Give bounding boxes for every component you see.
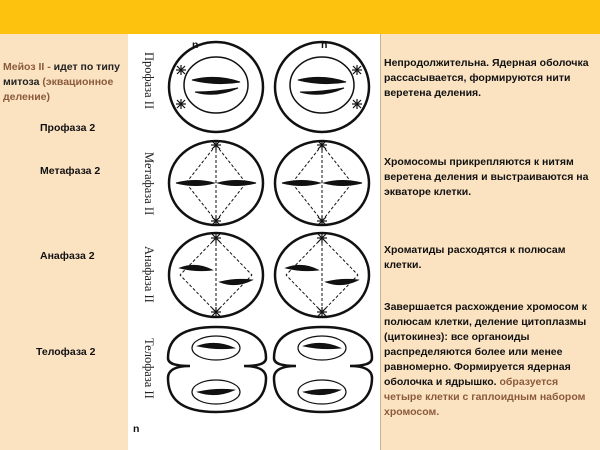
chromosome [180,265,212,270]
row-label-metaphase: Метафаза II [142,152,156,216]
aster [352,65,362,75]
chromosome [298,77,346,83]
desc-telophase [384,300,596,420]
row-label-anaphase: Анафаза II [142,246,156,303]
chromosome [304,343,340,348]
chromosome [218,181,256,186]
row-label-prophase: Профаза II [142,52,156,110]
aster [317,216,327,226]
intro-title: Мейоз II - [3,61,51,73]
chromosome [176,181,214,186]
chromosome [195,88,238,94]
stage-telophase: Телофаза 2 [36,346,96,358]
aster [317,307,327,317]
intro-note: (эквационное деление) [3,76,114,103]
stage-metaphase: Метафаза 2 [40,165,101,177]
aster [176,99,186,109]
aster [211,216,221,226]
chromosome [282,181,320,186]
prophase-cell-left [169,42,263,132]
right-panel [380,34,600,450]
anaphase-cell-right [275,233,369,317]
ploidy-label-right: n [321,39,328,51]
aster [211,233,221,243]
aster [211,307,221,317]
desc-metaphase: Хромосомы прикрепляются к нитям веретена деления и выстраиваются на экваторе клетки. [384,156,589,198]
stage-prophase: Профаза 2 [40,122,96,134]
anaphase-cell-left [169,233,263,317]
aster [317,233,327,243]
chromosome [300,88,344,94]
chromosome [324,181,362,186]
desc-telophase-main: Завершается расхождение хромосом к полюсам клетки, деление цитоплазмы (цитокинез): все органоиды распределяются более или менее равномерно. Формируется ядерная оболочка и ядрышко. [384,301,587,388]
aster [352,99,362,109]
chromosome [198,389,234,394]
prophase-cell-right [275,42,369,132]
aster [317,140,327,150]
ploidy-label-bottom: n [133,423,140,435]
desc-prophase: Непродолжительна. Ядерная оболочка рассасывается, формируются нити веретена деления. [384,57,589,99]
stage-anaphase: Анафаза 2 [40,250,95,262]
chromosome [304,389,340,394]
telophase-cell-left [168,327,266,412]
chromosome [192,77,240,83]
chromosome [326,279,358,284]
aster [211,140,221,150]
desc-telophase-result: образуется четыре клетки с гаплоидным набором хромосом. [384,376,586,418]
chromosome [198,343,234,348]
row-label-telophase: Телофаза II [142,338,156,399]
telophase-cell-right [274,327,372,412]
chromosome [220,279,252,284]
intro-text: идет по типу митоза [3,61,120,88]
chromosome [286,265,318,270]
aster [176,65,186,75]
ploidy-label-left: n [192,39,199,51]
desc-anaphase: Хроматиды расходятся к полюсам клетки. [384,244,566,271]
